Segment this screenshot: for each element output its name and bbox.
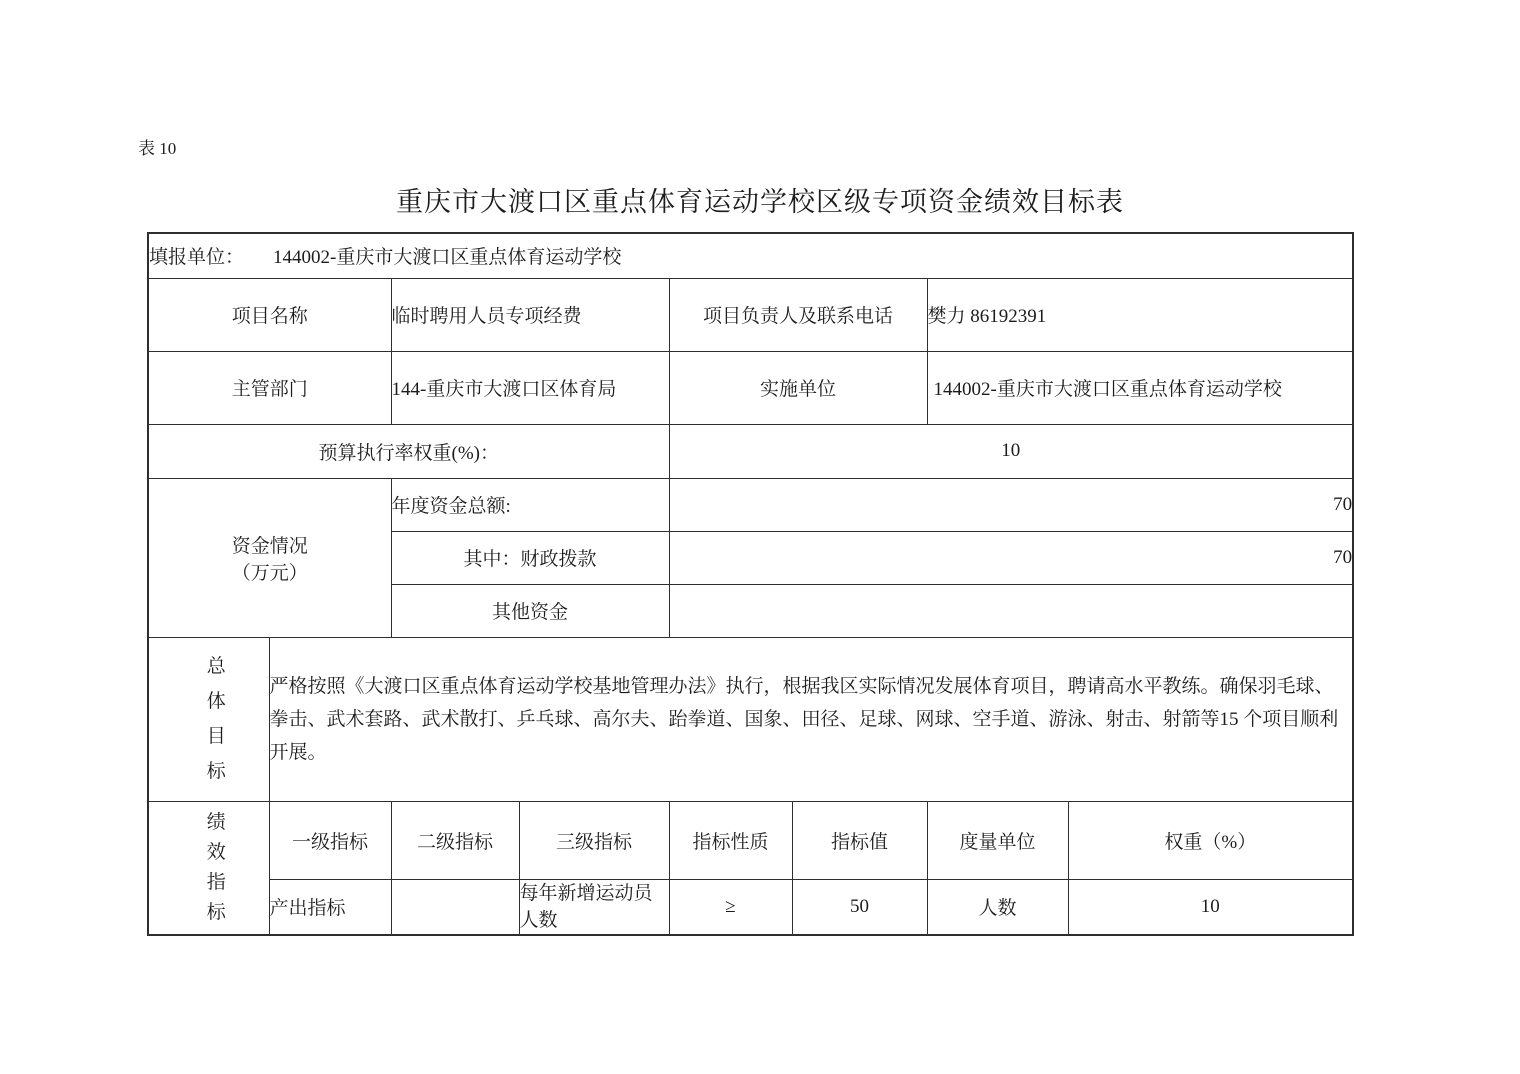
project-name-label: 项目名称 (148, 278, 391, 351)
reporting-unit-row (148, 233, 1353, 278)
funding-total-value: 70 (669, 478, 1353, 531)
funding-other-label: 其他资金 (391, 584, 669, 637)
indicator-header-level3: 三级指标 (519, 801, 669, 879)
indicator-cell-level1: 产出指标 (269, 879, 391, 935)
indicator-data-row (148, 879, 1353, 935)
supervisor-dept-label: 主管部门 (148, 351, 391, 424)
funding-row-total (148, 478, 1353, 531)
indicator-cell-level2 (391, 879, 519, 935)
overall-goal-label-cell (148, 637, 269, 801)
budget-weight-label: 预算执行率权重(%)： (148, 424, 669, 478)
project-name-value: 临时聘用人员专项经费 (391, 278, 669, 351)
overall-goal-row (148, 637, 1353, 801)
funding-other-value (669, 584, 1353, 637)
page-title: 重庆市大渡口区重点体育运动学校区级专项资金绩效目标表 (396, 187, 1124, 217)
project-leader-value: 樊力 86192391 (927, 278, 1353, 351)
budget-weight-value: 10 (669, 424, 1353, 478)
indicator-header-value: 指标值 (792, 801, 927, 879)
reporting-unit-label: 填报单位： (149, 247, 245, 269)
overall-goal-text: 严格按照《大渡口区重点体育运动学校基地管理办法》执行，根据我区实际情况发展体育项目，聘请高水平教练。确保羽毛球、拳击、武术套路、武术散打、乒乓球、高尔夫、跆拳道、国象、田径、足球、网球、空手道、游泳、射击、射箭等15 个项目顺利开展。 (269, 637, 1353, 801)
reporting-unit-value: 144002-重庆市大渡口区重点体育运动学校 (273, 247, 622, 269)
indicator-header-weight: 权重（%） (1068, 801, 1353, 879)
funding-fiscal-value: 70 (669, 531, 1353, 584)
project-row (148, 278, 1353, 351)
indicator-cell-unit: 人数 (927, 879, 1068, 935)
performance-label: 绩效指标 (206, 811, 226, 923)
implementing-unit-label: 实施单位 (669, 351, 927, 424)
department-row (148, 351, 1353, 424)
budget-weight-row (148, 424, 1353, 478)
indicator-header-row (148, 801, 1353, 879)
funding-total-label: 年度资金总额: (391, 478, 669, 531)
indicator-header-level1: 一级指标 (269, 801, 391, 879)
indicator-cell-level3: 每年新增运动员人数 (519, 879, 669, 935)
table-number-label: 表 10 (138, 139, 177, 158)
indicator-header-nature: 指标性质 (669, 801, 792, 879)
project-leader-label: 项目负责人及联系电话 (669, 278, 927, 351)
supervisor-dept-value: 144-重庆市大渡口区体育局 (391, 351, 669, 424)
overall-goal-label: 总体目标 (206, 656, 226, 782)
funding-label-line1: 资金情况 (231, 535, 308, 557)
indicator-header-level2: 二级指标 (391, 801, 519, 879)
performance-target-table (147, 232, 1354, 936)
indicator-header-unit: 度量单位 (927, 801, 1068, 879)
performance-label-cell (148, 801, 269, 935)
indicator-cell-weight: 10 (1068, 879, 1353, 935)
reporting-unit-cell (148, 233, 1353, 278)
indicator-cell-value: 50 (792, 879, 927, 935)
funding-label-line2: （万元） (231, 562, 308, 584)
implementing-unit-value: 144002-重庆市大渡口区重点体育运动学校 (927, 351, 1353, 424)
funding-fiscal-label: 其中：财政拨款 (391, 531, 669, 584)
funding-section-label (148, 478, 391, 637)
indicator-cell-nature: ≥ (669, 879, 792, 935)
